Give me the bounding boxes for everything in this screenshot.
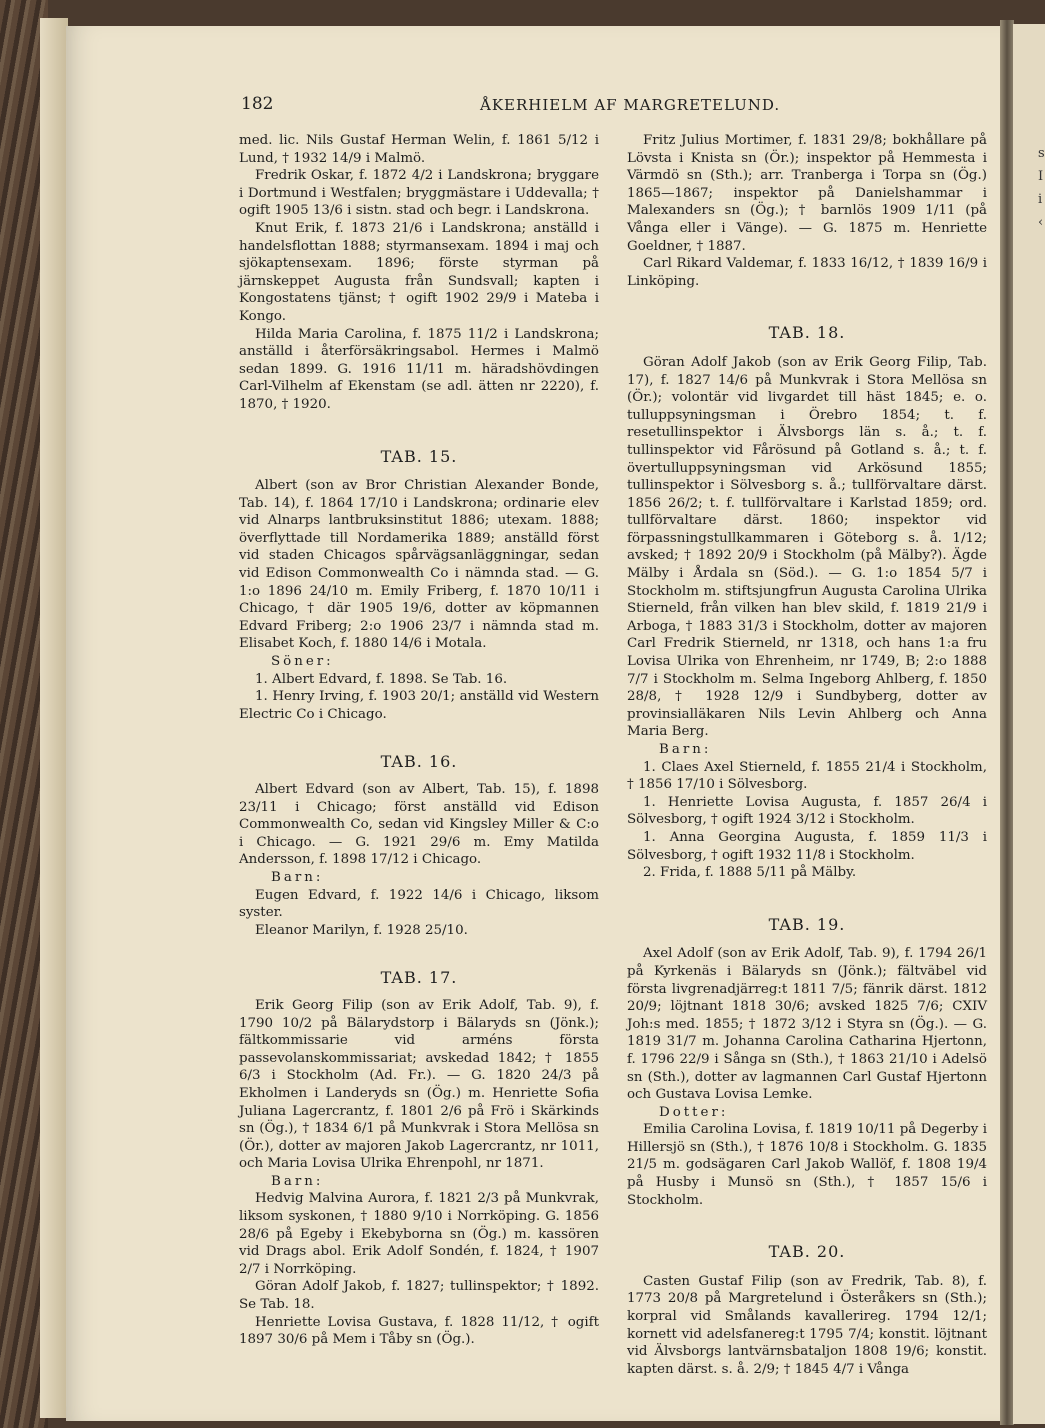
child-entry: 1. Henry Irving, f. 1903 20/1; anställd vid Western Electric Co i Chicago. xyxy=(239,689,599,722)
children-label: Barn: xyxy=(271,1173,324,1189)
section-heading: TAB. 15. xyxy=(380,446,458,466)
section-heading: TAB. 17. xyxy=(380,968,458,988)
facing-page-char: s xyxy=(1038,146,1045,161)
entry-main: Albert Edvard (son av Albert, Tab. 15), f. 1898 23/11 i Chicago; först anställd vid Edison Commonwealth Co, sedan vid Kingsley Miller & C:o i Chicago. — G. 1921 29/6 m. Emy Matilda Andersson, f. 1898 17/12 i Chicago. xyxy=(239,782,599,868)
section-heading: TAB. 20. xyxy=(768,1242,846,1262)
section-heading: TAB. 19. xyxy=(768,914,846,934)
child-entry: Göran Adolf Jakob, f. 1827; tullinspektor; † 1892. Se Tab. 18. xyxy=(239,1279,599,1313)
book-gutter xyxy=(1000,20,1014,1425)
paragraph: Fritz Julius Mortimer, f. 1831 29/8; bokhållare på Lövsta i Knista sn (Ör.); inspektor på Hemmesta i Värmdö sn (Sth.); arr. Tranberga i Torpa sn (Ög.) 1865—1867; inspektor på Danielshammar i Malexanders sn (Ög.); † barnlös 1909 1/11 (på Vånga eller i Vänge). — G. 1875 m. Henriette Goeldner, † 1887. xyxy=(627,133,987,254)
facing-page-fragment xyxy=(1013,24,1045,1424)
children-label: Söner: xyxy=(271,654,334,670)
entry-main: Casten Gustaf Filip (son av Fredrik, Tab. 8), f. 1773 20/8 på Margretelund i Österåkers sn (Sth.); korpral vid Smålands kavallerireg. 1794 12/1; kornett vid adelsfanereg:t 1795 7/4; konstit. löjtnant vid Älvsborgs lantvärnsbataljon 1808 19/6; konstit. kapten därst. s. å. 2/9; † 1845 4/7 i Vånga xyxy=(627,1273,987,1377)
child-entry: Eleanor Marilyn, f. 1928 25/10. xyxy=(255,922,468,938)
running-title: ÅKERHIELM AF MARGRETELUND. xyxy=(480,96,781,114)
children-label: Barn: xyxy=(271,869,324,885)
paragraph: Fredrik Oskar, f. 1872 4/2 i Landskrona; bryggare i Dortmund i Westfalen; bryggmästare i Uddevalla; † ogift 1905 13/6 i sistn. stad och begr. i Landskrona. xyxy=(239,168,599,219)
children-label: Barn: xyxy=(659,742,712,757)
entry-main: Erik Georg Filip (son av Erik Adolf, Tab. 9), f. 1790 10/2 på Bälarydstorp i Bälaryds sn (Jönk.); fältkommissarie vid arméns första passevolanskommissariat; avskedad 1842; † 1855 6/3 i Stockholm (Ad. Fr.). — G. 1820 24/3 på Ekholmen i Landeryds sn (Ög.) m. Henriette Sofia Juliana Lagercrantz, f. 1801 2/6 på Frö i Skärkinds sn (Ög.), † 1834 6/1 på Munkvrak i Stora Mellösa sn (Ör.), dotter av majoren Jakob Lagercrantz, nr 1011, och Maria Lovisa Ulrika Ehrenpohl, nr 1871. xyxy=(239,997,599,1172)
paragraph: Carl Rikard Valdemar, f. 1833 16/12, † 1839 16/9 i Linköping. xyxy=(627,256,987,289)
entry-main: Axel Adolf (son av Erik Adolf, Tab. 9), f. 1794 26/1 på Kyrkenäs i Bälaryds sn (Jönk.); fältväbel vid första livgrenadjärreg:t 1811 7/5; fänrik därst. 1812 20/9; löjtnant 1818 30/6; avsked 1825 7/6; CXIV Joh:s med. 1855; † 1872 3/12 i Styra sn (Ög.). — G. 1819 31/7 m. Johanna Carolina Catharina Hjertonn, f. 1796 22/9 i Sånga sn (Sth.), † 1863 21/10 i Adelsö sn (Sth.), dotter av lagmannen Carl Gustaf Hjertonn och Gustava Lovisa Lemke. xyxy=(627,946,987,1103)
paragraph: Knut Erik, f. 1873 21/6 i Landskrona; anställd i handelsflottan 1888; styrmansexam. 1894 i maj och sjökaptensexam. 1896; förste styrman på järnskeppet Augusta från Sundsvall; kapten i Kongostatens tjänst; † ogift 1902 29/9 i Mateba i Kongo. xyxy=(239,220,599,324)
paragraph: med. lic. Nils Gustaf Herman Welin, f. 1861 5/12 i Lund, † 1932 14/9 i Malmö. xyxy=(239,133,599,166)
child-entry: 1. Claes Axel Stierneld, f. 1855 21/4 i Stockholm, † 1856 17/10 i Sölvesborg. xyxy=(627,759,987,793)
child-entry: 1. Henriette Lovisa Augusta, f. 1857 26/4 i Sölvesborg, † ogift 1924 3/12 i Stockholm. xyxy=(627,794,987,828)
page-stack-edge xyxy=(40,18,68,1418)
facing-page-char: i xyxy=(1038,192,1043,207)
entry-main: Göran Adolf Jakob (son av Erik Georg Filip, Tab. 17), f. 1827 14/6 på Munkvrak i Stora Mellösa sn (Ör.); volontär vid livgardet till häst 1845; e. o. tulluppsyningsman i Örebro 1854; t. f. resetullinspektor i Älvsborgs län s. å.; t. f. tullinspektor vid Fårösund på Gotland s. å.; t. f. övertulluppsyningsman vid Arkösund 1855; tullinspektor i Sölvesborg s. å.; tullförvaltare därst. 1856 26/2; t. f. tullförvaltare i Karlstad 1859; ord. tullförvaltare därst. 1860; inspektor vid förpassningstullkammaren i Göteborg s. å. 1/12; avsked; † 1892 20/9 i Stockholm (på Mälby?). Ägde Mälby i Årdala sn (Söd.). — G. 1:o 1854 5/7 i Stockholm m. stiftsjungfrun Augusta Carolina Ulrika Stierneld, från vilken han blev skild, f. 1819 21/9 i Arboga, † 1883 31/3 i Stockholm, dotter av majoren Carl Fredrik Stierneld, nr 1318, och hans 1:a fru Lovisa Ulrika von Ehrenheim, nr 1749, B; 2:o 1888 7/7 i Stockholm m. Selma Ingeborg Ahlberg, f. 1850 28/8, † 1928 12/9 i Sundbyberg, dotter av provinsialläkaren Nils Levin Ahlberg och Anna Maria Berg. xyxy=(627,354,987,740)
child-entry: Emilia Carolina Lovisa, f. 1819 10/11 på Degerby i Hillersjö sn (Sth.), † 1876 10/8 i Stockholm. G. 1835 21/5 m. godsägaren Carl Jakob Wallöf, f. 1808 19/4 på Husby i Munsö sn (Sth.), † 1857 15/6 i Stockholm. xyxy=(627,1122,987,1208)
child-entry: 1. Albert Edvard, f. 1898. Se Tab. 16. xyxy=(255,671,508,687)
facing-page-char: ‹ xyxy=(1038,215,1044,230)
left-column xyxy=(239,132,599,1349)
children-label: Dotter: xyxy=(659,1104,729,1120)
child-entry: 2. Frida, f. 1888 5/11 på Mälby. xyxy=(643,865,857,881)
page-number: 182 xyxy=(241,94,274,114)
section-heading: TAB. 18. xyxy=(768,323,846,343)
entry-main: Albert (son av Bror Christian Alexander Bonde, Tab. 14), f. 1864 17/10 i Landskrona; ordinarie elev vid Alnarps lantbruksinstitut 1886; utexam. 1888; överflyttade till Nordamerika 1889; anställd först vid staden Chicagos spårvägsanläggningar, sedan vid Edison Commonwealth Co i nämnda stad. — G. 1:o 1896 24/10 m. Emily Friberg, f. 1870 10/11 i Chicago, † där 1905 19/6, dotter av köpmannen Edvard Friberg; 2:o 1906 23/7 i nämnda stad m. Elisabet Koch, f. 1880 14/6 i Motala. xyxy=(239,478,599,652)
child-entry: Hedvig Malvina Aurora, f. 1821 2/3 på Munkvrak, liksom syskonen, † 1880 9/10 i Norrköping. G. 1856 28/6 på Egeby i Ekebyborna sn (Ög.) m. kassören vid Drags abol. Erik Adolf Sondén, f. 1824, † 1907 2/7 i Norrköping. xyxy=(239,1191,599,1277)
child-entry: 1. Anna Georgina Augusta, f. 1859 11/3 i Sölvesborg, † ogift 1932 11/8 i Stockholm. xyxy=(627,829,987,863)
paragraph: Hilda Maria Carolina, f. 1875 11/2 i Landskrona; anställd i återförsäkringsabol. Hermes i Malmö sedan 1899. G. 1916 11/11 m. häradshövdingen Carl-Vilhelm af Ekenstam (se adl. ätten nr 2220), f. 1870, † 1920. xyxy=(239,326,599,412)
facing-page-char: I xyxy=(1038,169,1044,184)
section-heading: TAB. 16. xyxy=(380,752,458,772)
right-column xyxy=(627,132,987,1378)
child-entry: Eugen Edvard, f. 1922 14/6 i Chicago, liksom syster. xyxy=(239,887,599,921)
child-entry: Henriette Lovisa Gustava, f. 1828 11/12, † ogift 1897 30/6 på Mem i Tåby sn (Ög.). xyxy=(239,1314,599,1348)
